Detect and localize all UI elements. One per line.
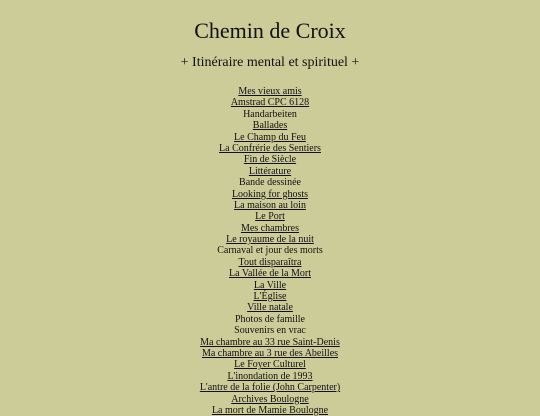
menu-link[interactable]: La maison au loin: [234, 199, 306, 211]
menu-item: [0, 382, 540, 393]
menu-item: [0, 359, 540, 370]
menu-link[interactable]: Le Champ du Feu: [234, 131, 306, 143]
menu-item: [0, 211, 540, 222]
menu-item: [0, 337, 540, 348]
menu-item: [0, 120, 540, 131]
menu-item: [0, 268, 540, 279]
menu-item: [0, 371, 540, 382]
menu-item: [0, 394, 540, 405]
menu-item: [0, 302, 540, 313]
menu-link[interactable]: La Confrérie des Sentiers: [219, 142, 321, 154]
menu-link[interactable]: Tout disparaîtra: [238, 256, 302, 268]
menu-link[interactable]: Le Port: [255, 211, 285, 223]
site-menu: [0, 86, 540, 416]
menu-item: [0, 189, 540, 200]
menu-label: Souvenirs en vrac: [234, 325, 306, 337]
menu-link[interactable]: L'Église: [253, 291, 287, 303]
menu-label: Handarbeiten: [243, 108, 297, 120]
menu-link[interactable]: La Ville: [253, 279, 287, 291]
menu-link[interactable]: Ville natale: [247, 302, 293, 314]
menu-link[interactable]: Mes chambres: [240, 222, 300, 234]
menu-link[interactable]: Ma chambre au 3 rue des Abeilles: [201, 347, 339, 359]
menu-item: [0, 245, 540, 256]
menu-link[interactable]: La mort de Mamie Boulogne: [211, 404, 329, 416]
menu-item: [0, 143, 540, 154]
menu-link[interactable]: Ballades: [252, 120, 288, 132]
menu-item: [0, 109, 540, 120]
menu-link[interactable]: Ma chambre au 33 rue Saint-Denis: [200, 336, 340, 348]
menu-item: [0, 132, 540, 143]
menu-item: [0, 348, 540, 359]
menu-item: [0, 223, 540, 234]
menu-item: [0, 166, 540, 177]
menu-item: [0, 257, 540, 268]
menu-label: Carnaval et jour des morts: [217, 245, 323, 257]
menu-link[interactable]: Fin de Siècle: [243, 154, 297, 166]
menu-item: [0, 234, 540, 245]
menu-link[interactable]: L'antre de la folie (John Carpenter): [199, 382, 341, 394]
menu-label: Bande dessinée: [239, 177, 301, 189]
menu-item: [0, 280, 540, 291]
menu-item: [0, 405, 540, 416]
site-title: Chemin de Croix: [194, 18, 346, 43]
menu-link[interactable]: La Vallée de la Mort: [228, 268, 311, 280]
menu-link[interactable]: Le royaume de la nuit: [226, 234, 314, 246]
menu-link[interactable]: Archives Boulogne: [231, 393, 309, 405]
menu-item: [0, 325, 540, 336]
menu-item: [0, 154, 540, 165]
menu-link[interactable]: Le Foyer Culturel: [234, 359, 306, 371]
menu-link[interactable]: Looking for ghosts: [231, 188, 309, 200]
menu-link[interactable]: Amstrad CPC 6128: [230, 97, 310, 109]
menu-item: [0, 200, 540, 211]
menu-item: [0, 97, 540, 108]
menu-link[interactable]: Littérature: [248, 165, 292, 177]
menu-label: Photos de famille: [235, 313, 305, 325]
site-subtitle: + Itinéraire mental et spirituel +: [180, 55, 360, 70]
menu-item: [0, 314, 540, 325]
menu-item: [0, 177, 540, 188]
menu-item: [0, 86, 540, 97]
menu-item: [0, 291, 540, 302]
menu-link[interactable]: Mes vieux amis: [238, 86, 302, 97]
menu-link[interactable]: L'inondation de 1993: [227, 370, 313, 382]
